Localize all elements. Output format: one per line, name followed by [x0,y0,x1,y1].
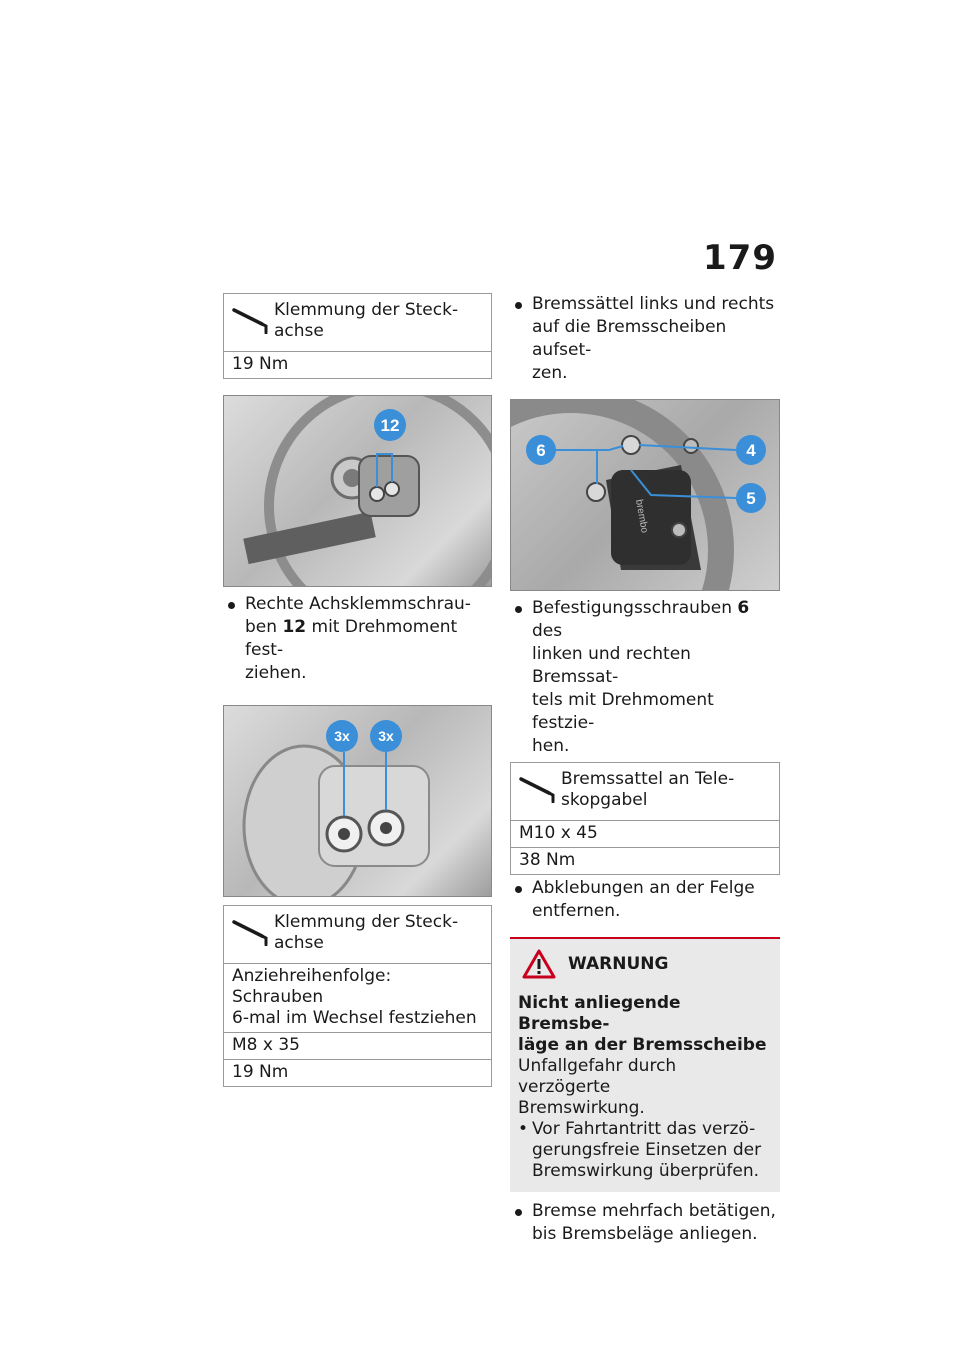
torque-spec-axle-clamp [223,293,492,379]
warning-instruction: • Vor Fahrtantritt das verzö- gerungsfreie Einsetzen der Bremswirkung überprüfen. [518,1119,762,1181]
photo-clamp-bolts-3x [223,705,492,897]
warning-heading: Nicht anliegende Bremsbe- läge an der Bremsscheibe [518,993,767,1055]
callout-12: 12 [380,416,400,435]
axle-photo-illustration [224,396,492,586]
spec-value: 19 Nm [232,354,289,374]
warning-text: Unfallgefahr durch verzögerte Bremswirkung. [518,1056,677,1118]
part-reference: 12 [282,617,307,637]
bullet-icon [515,1209,522,1216]
spec-value: 38 Nm [519,850,576,870]
warning-box [510,937,780,1192]
torque-spec-axle-clamp-sequence [223,905,492,1087]
warning-triangle-icon [522,949,556,979]
callout-5: 5 [746,489,756,508]
torque-wrench-icon [232,918,270,946]
torque-wrench-icon [519,775,557,803]
callout-6: 6 [536,441,546,460]
spec-value: 19 Nm [232,1062,289,1082]
bullet-icon [515,606,522,613]
callout-4: 4 [746,441,756,460]
spec-title-line2: achse [274,933,324,953]
spec-bolt-size: M8 x 35 [224,1033,491,1060]
step-line: ben 12 mit Drehmoment fest- [245,617,458,660]
bullet-icon [515,886,522,893]
bullet-icon [228,602,235,609]
spec-header: Bremssattel an Tele- skopgabel [511,763,779,821]
step-place-calipers: Bremssättel links und rechts auf die Bremsscheiben aufset- zen. [510,293,780,385]
callout-3x-left: 3x [334,728,350,744]
page-number: 179 [703,238,777,278]
step-remove-tape: Abklebungen an der Felge entfernen. [510,877,780,923]
warning-header [518,949,772,979]
torque-wrench-icon [232,306,270,334]
step-line: Rechte Achsklemmschrau- [245,594,471,614]
warning-title: WARNUNG [568,953,669,974]
bullet-icon [515,302,522,309]
callout-3x-right: 3x [378,728,394,744]
spec-header [224,906,491,964]
spec-tightening-order: Anziehreihenfolge: Schrauben 6-mal im Wechsel festziehen [224,964,491,1033]
part-reference: 6 [737,598,750,618]
step-line: ziehen. [245,663,307,683]
caliper-photo-illustration [511,400,780,590]
spec-bolt-size: M10 x 45 [511,821,779,848]
step-tighten-axle-clamp [223,593,492,685]
step-tighten-caliper-bolts: Befestigungsschrauben 6 des linken und rechten Bremssat- tels mit Drehmoment festzie- hen. [510,597,780,758]
left-column [223,293,492,1087]
spec-header [224,294,491,352]
spec-title-line1: Klemmung der Steck- [274,300,459,320]
clamp-photo-illustration [224,706,492,896]
svg-text:brembo: brembo [633,498,650,534]
torque-spec-caliper [510,762,780,875]
right-column [510,293,780,1246]
spec-title-line2: achse [274,321,324,341]
spec-title-line1: Klemmung der Steck- [274,912,459,932]
bullet-icon: • [518,1119,529,1139]
step-pump-brake: Bremse mehrfach betätigen, bis Bremsbeläge anliegen. [510,1200,780,1246]
photo-brake-caliper [510,399,780,591]
photo-axle-clamp-bolts [223,395,492,587]
